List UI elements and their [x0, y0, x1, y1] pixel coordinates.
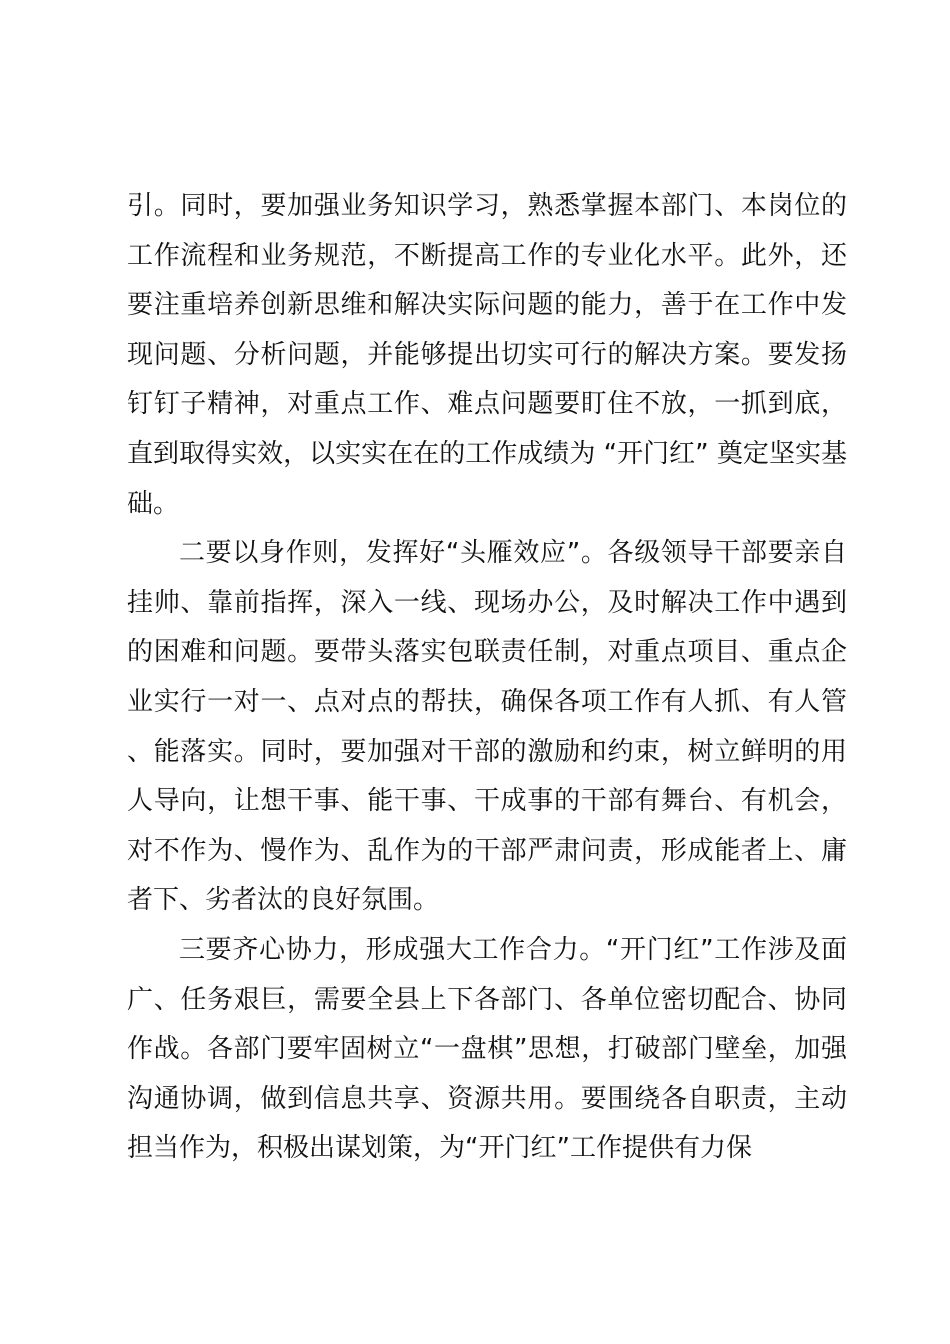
- paragraph-2: 二要以身作则，发挥好“头雁效应”。各级领导干部要亲自挂帅、靠前指挥，深入一线、现场办公，及时解决工作中遇到的困难和问题。要带头落实包联责任制，对重点项目、重点企业实行一对一、点对点的帮扶，确保各项工作有人抓、有人管、能落实。同时，要加强对干部的激励和约束，树立鲜明的用人导向，让想干事、能干事、干成事的干部有舞台、有机会，对不作为、慢作为、乱作为的干部严肃问责，形成能者上、庸者下、劣者汰的良好氛围。: [127, 538, 847, 916]
- body-text: [127, 182, 847, 1174]
- paragraph-1: 引。同时，要加强业务知识学习，熟悉掌握本部门、本岗位的工作流程和业务规范，不断提高工作的专业化水平。此外，还要注重培养创新思维和解决实际问题的能力，善于在工作中发现问题、分析问题，并能够提出切实可行的解决方案。要发扬钉钉子精神，对重点工作、难点问题要盯住不放，一抓到底，直到取得实效，以实实在在的工作成绩为 “开门红” 奠定坚实基础。: [127, 191, 847, 519]
- paragraph-3: 三要齐心协力，形成强大工作合力。“开门红”工作涉及面广、任务艰巨，需要全县上下各部门、各单位密切配合、协同作战。各部门要牢固树立“一盘棋”思想，打破部门壁垒，加强沟通协调，做到信息共享、资源共用。要围绕各自职责，主动担当作为，积极出谋划策，为“开门红”工作提供有力保: [127, 934, 847, 1164]
